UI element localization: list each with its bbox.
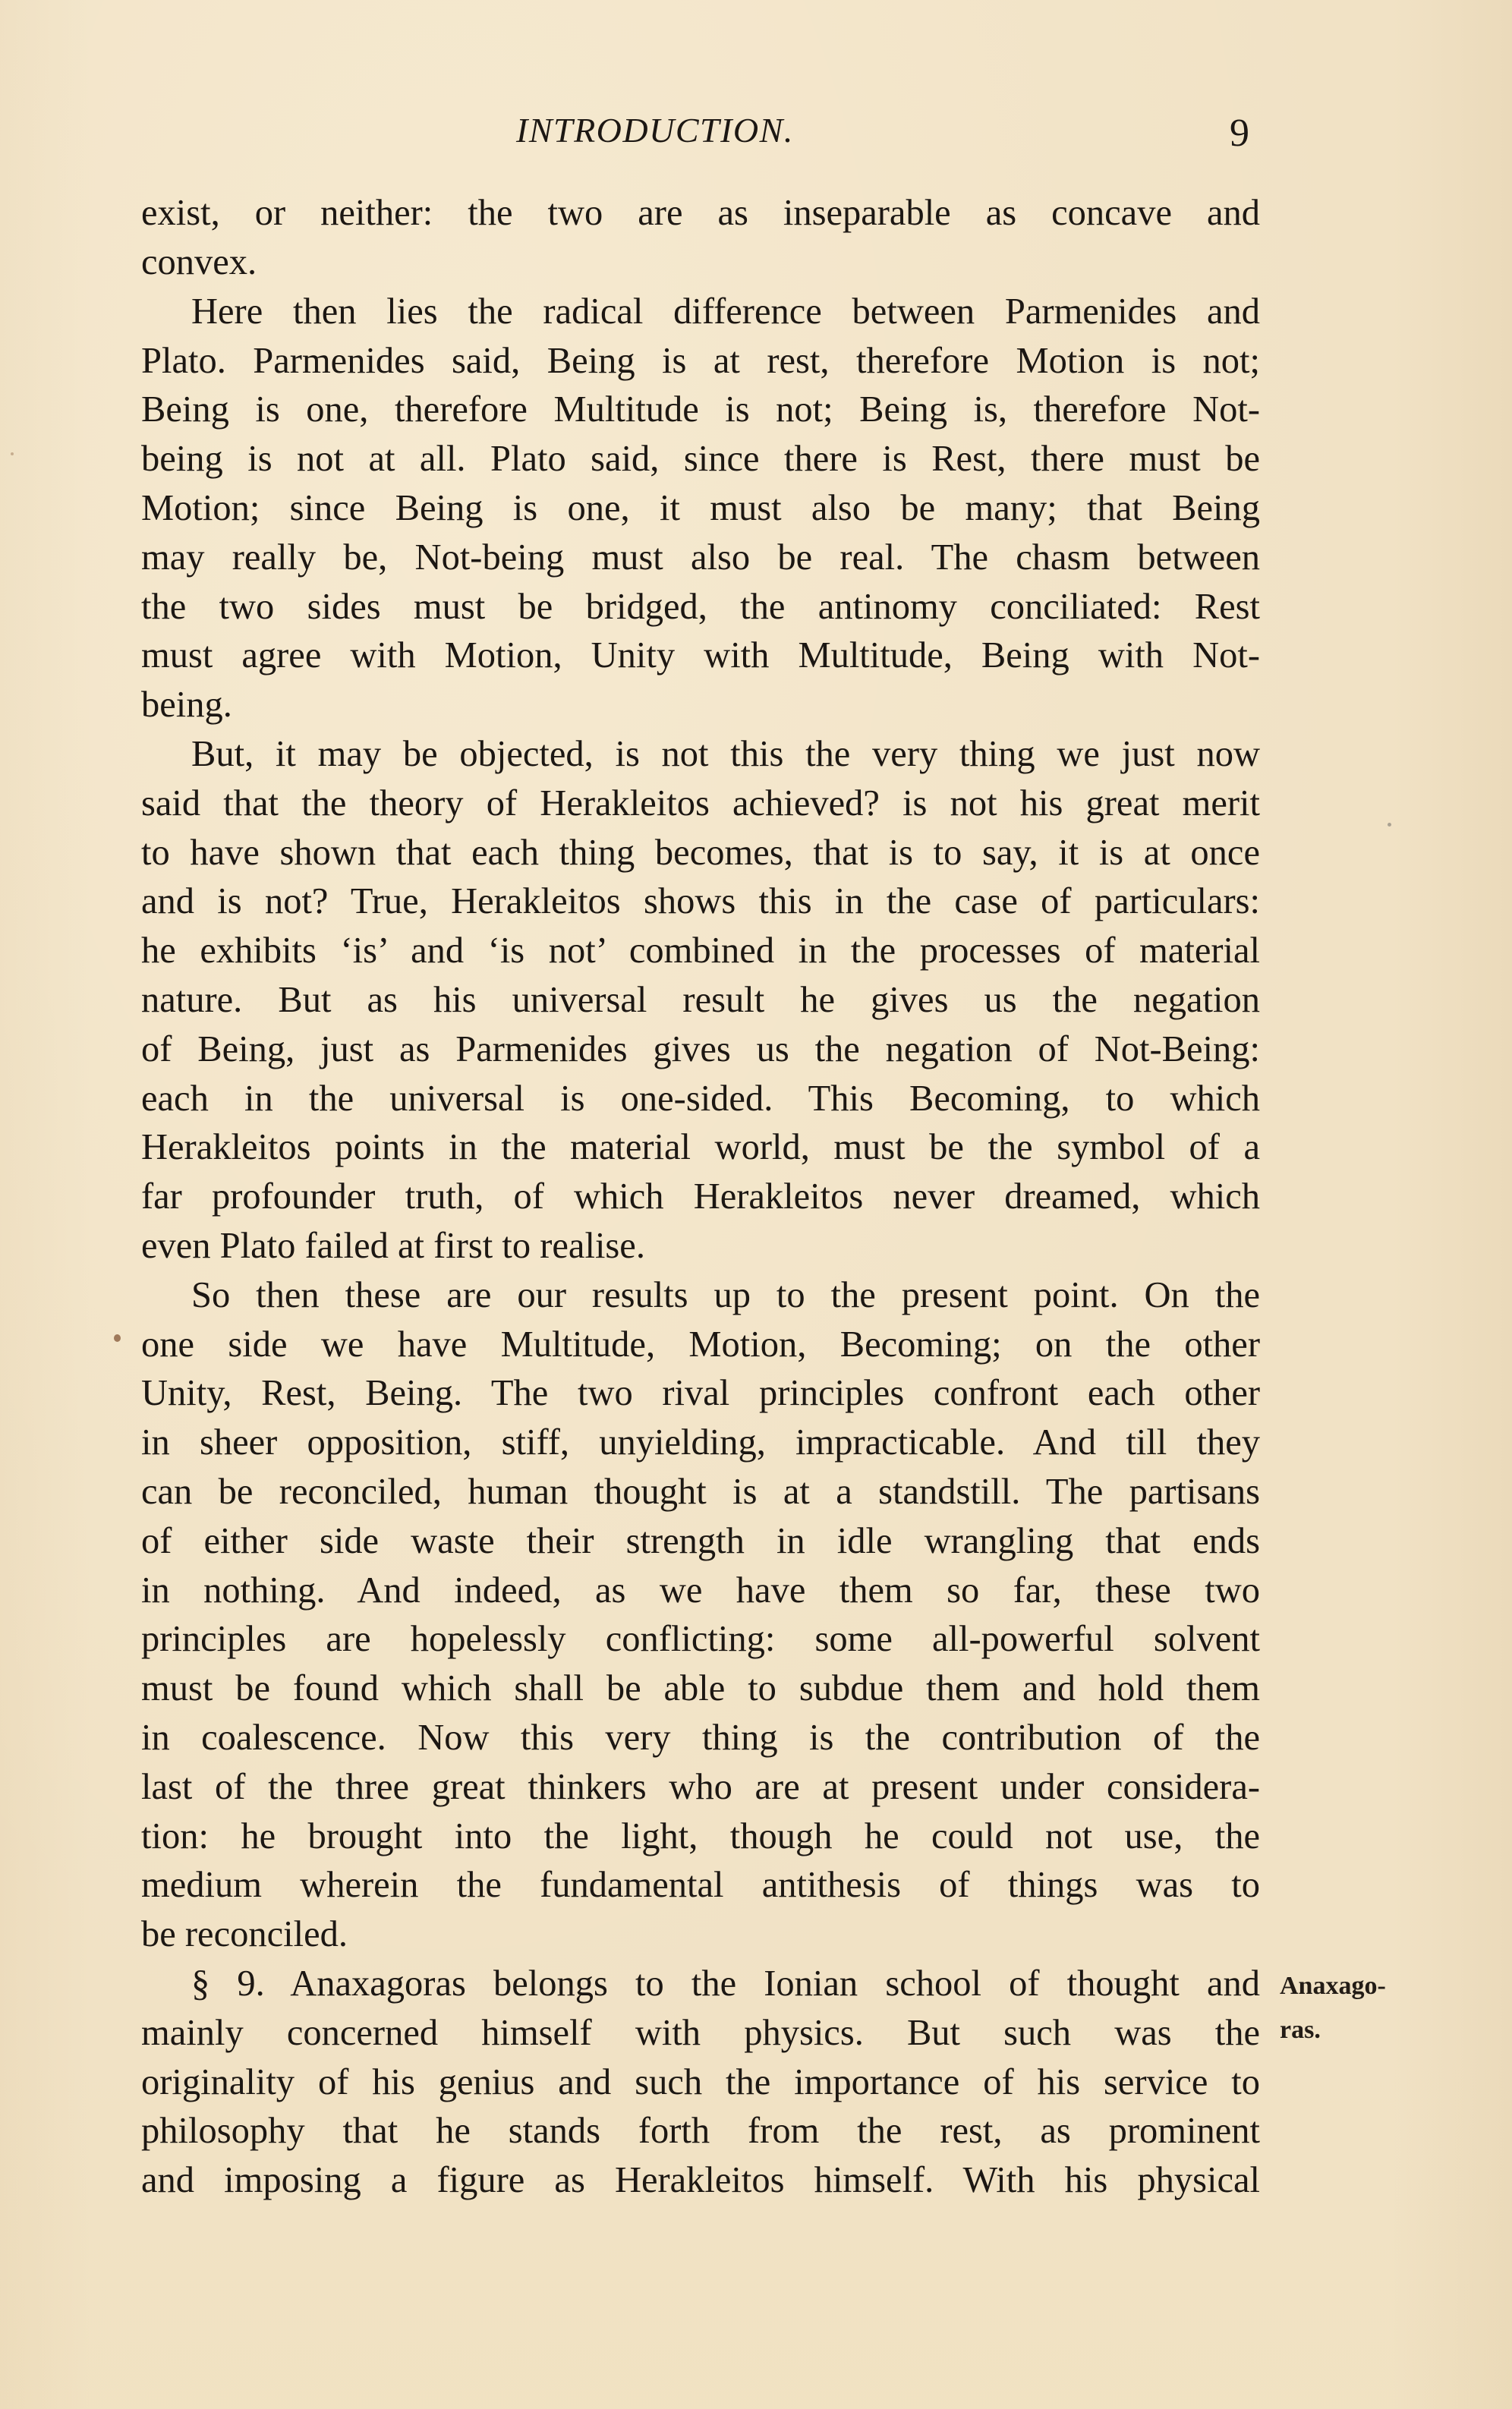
text-line: convex. [141, 242, 257, 282]
section-heading-line: § 9. Anaxagoras belongs to the Ionian school of thought and [191, 1963, 1260, 2004]
running-head-title: INTRODUCTION. [516, 111, 794, 150]
text-line: in nothing. And indeed, as we have them so far, these two [141, 1570, 1260, 1611]
paragraph-first-line: But, it may be objected, is not this the very thing we just now [191, 734, 1260, 774]
text-line: be reconciled. [141, 1914, 348, 1954]
text-line: being. [141, 685, 232, 725]
text-line: in coalescence. Now this very thing is the contribution of the [141, 1718, 1260, 1758]
text-line: of Being, just as Parmenides gives us the negation of Not-Being: [141, 1029, 1260, 1069]
text-line: Motion; since Being is one, it must also be many; that Being [141, 488, 1260, 528]
margin-note-line: ras. [1280, 2016, 1321, 2044]
paper-speck [11, 452, 14, 455]
text-line: may really be, Not-being must also be real. The chasm between [141, 537, 1260, 578]
text-line: even Plato failed at first to realise. [141, 1226, 645, 1266]
text-line: mainly concerned himself with physics. But such was the [141, 2013, 1260, 2053]
text-line: philosophy that he stands forth from the rest, as prominent [141, 2111, 1260, 2151]
text-line: being is not at all. Plato said, since there is Rest, there must be [141, 439, 1260, 479]
text-line: each in the universal is one-sided. This Becoming, to which [141, 1079, 1260, 1119]
paragraph-first-line: So then these are our results up to the present point. On the [191, 1275, 1260, 1315]
text-line: must agree with Motion, Unity with Multitude, Being with Not- [141, 635, 1260, 675]
text-line: in sheer opposition, stiff, unyielding, impracticable. And till they [141, 1422, 1260, 1463]
text-line: and is not? True, Herakleitos shows this in the case of particulars: [141, 881, 1260, 921]
text-line: of either side waste their strength in idle wrangling that ends [141, 1521, 1260, 1561]
text-line: one side we have Multitude, Motion, Becoming; on the other [141, 1324, 1260, 1365]
text-line: exist, or neither: the two are as inseparable as concave and [141, 193, 1260, 233]
text-line: he exhibits ‘is’ and ‘is not’ combined in the processes of material [141, 931, 1260, 971]
margin-note [1280, 1964, 1386, 2052]
margin-note-line: Anaxago- [1280, 1972, 1386, 2000]
paragraph-first-line: Here then lies the radical difference between Parmenides and [191, 291, 1260, 332]
text-line: medium wherein the fundamental antithesis of things was to [141, 1865, 1260, 1905]
text-line: Unity, Rest, Being. The two rival principles confront each other [141, 1373, 1260, 1413]
text-line: can be reconciled, human thought is at a standstill. The partisans [141, 1472, 1260, 1512]
text-line: and imposing a figure as Herakleitos himself. With his physical [141, 2160, 1260, 2200]
text-line: nature. But as his universal result he gives us the negation [141, 980, 1260, 1020]
paper-speck [1388, 823, 1391, 827]
text-line: to have shown that each thing becomes, that is to say, it is at once [141, 833, 1260, 873]
text-line: the two sides must be bridged, the antinomy conciliated: Rest [141, 587, 1260, 627]
paper-speck [114, 1334, 121, 1342]
page-number: 9 [1230, 112, 1249, 155]
text-line: must be found which shall be able to subdue them and hold them [141, 1668, 1260, 1708]
text-line: Herakleitos points in the material world, must be the symbol of a [141, 1127, 1260, 1167]
text-line: principles are hopelessly conflicting: some all-powerful solvent [141, 1619, 1260, 1659]
text-line: said that the theory of Herakleitos achieved? is not his great merit [141, 783, 1260, 823]
text-line: Being is one, therefore Multitude is not; Being is, therefore Not- [141, 389, 1260, 430]
text-line: far profounder truth, of which Herakleitos never dreamed, which [141, 1176, 1260, 1217]
running-head [0, 108, 1512, 153]
text-line: originality of his genius and such the importance of his service to [141, 2062, 1260, 2102]
text-line: Plato. Parmenides said, Being is at rest, therefore Motion is not; [141, 341, 1260, 381]
text-line: tion: he brought into the light, though he could not use, the [141, 1816, 1260, 1856]
text-line: last of the three great thinkers who are at present under considera- [141, 1767, 1260, 1807]
